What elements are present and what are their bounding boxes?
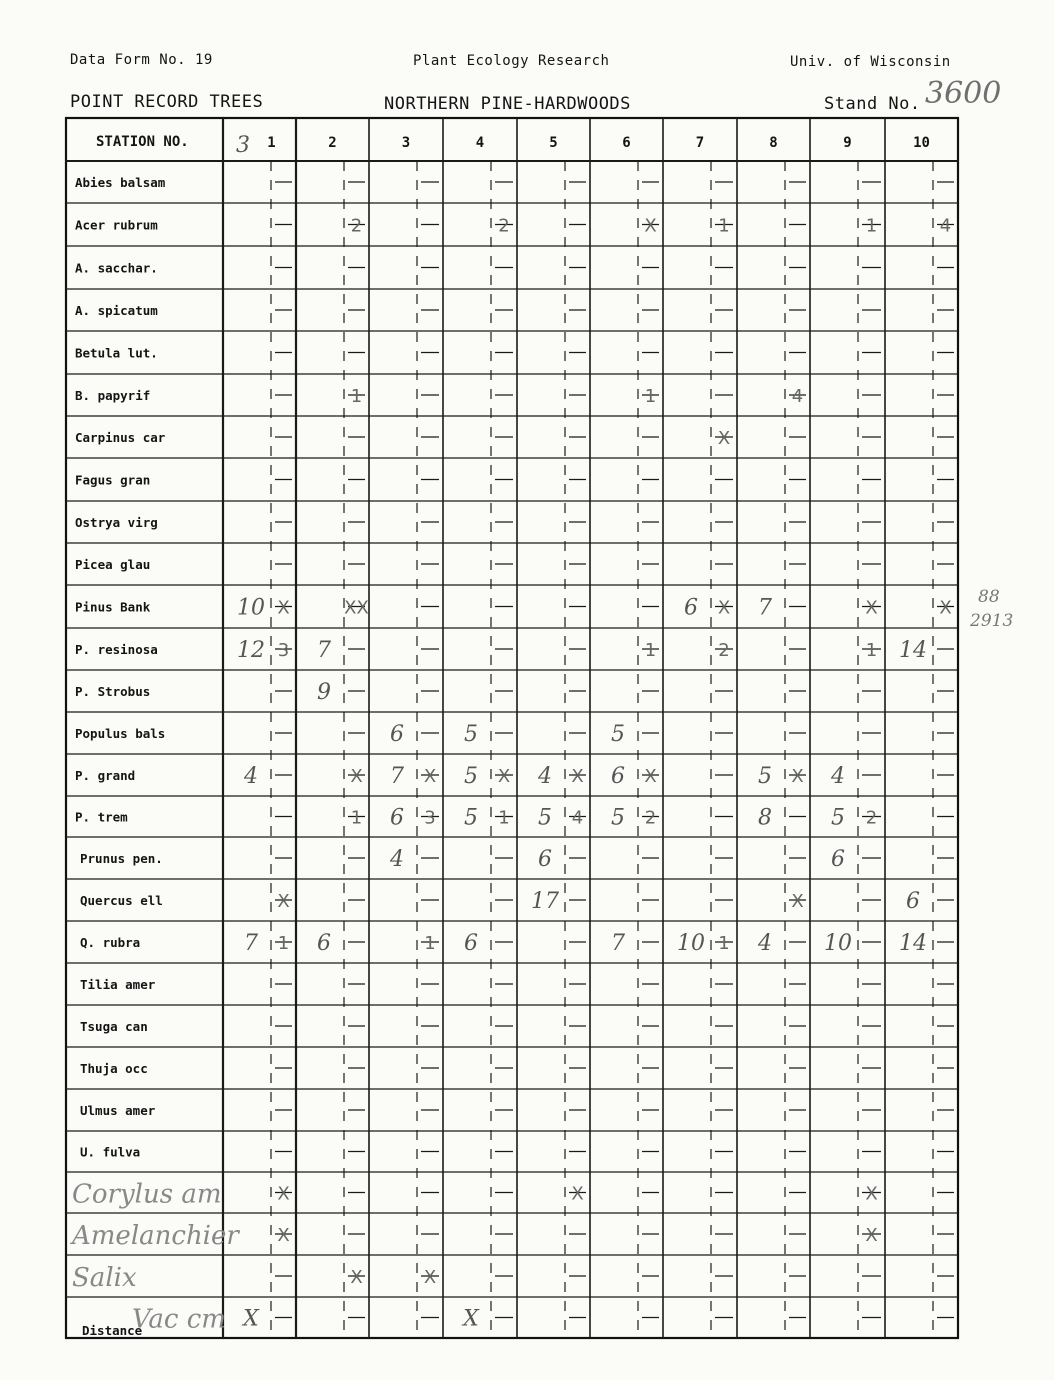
station-handwritten: 3: [236, 133, 250, 158]
entry-box-value: XX: [344, 597, 369, 619]
entry-main-value: 5: [464, 764, 478, 789]
station-number-5: 5: [549, 135, 558, 151]
species-label: Fagus gran: [75, 472, 151, 488]
entry-box-value: 1: [865, 640, 878, 661]
species-label: Acer rubrum: [75, 217, 158, 233]
entry-box-value: X: [571, 1183, 584, 1205]
entry-main-value: 6: [906, 889, 920, 914]
entry-main-value: 6: [390, 722, 404, 747]
species-label: P. trem: [75, 809, 128, 825]
entry-main-value: 4: [538, 764, 552, 789]
station-no-label: STATION NO.: [96, 134, 189, 150]
margin-note: 2913: [970, 611, 1014, 631]
margin-notes: [969, 587, 1013, 631]
entry-main-value: X: [243, 1306, 259, 1332]
entry-box-value: X: [717, 597, 731, 619]
entry-box-value: X: [644, 215, 657, 237]
entry-box-value: 1: [498, 807, 510, 829]
entry-main-value: 10: [824, 931, 852, 956]
entry-main-value: 6: [611, 764, 625, 789]
entry-box-value: 2: [718, 640, 730, 661]
form-number: Data Form No. 19: [70, 52, 213, 68]
entry-box-value: 3: [424, 807, 436, 829]
entry-main-value: 14: [899, 638, 927, 663]
table-grid: [66, 118, 958, 1338]
species-labels: [70, 133, 930, 1338]
entry-main-value: 7: [244, 931, 258, 956]
entry-box-value: X: [350, 1267, 363, 1288]
entry-main-value: 7: [390, 764, 404, 789]
species-label: Populus bals: [75, 726, 166, 741]
entry-main-value: 12: [237, 638, 265, 663]
entry-main-value: 4: [758, 931, 772, 956]
entry-main-value: 10: [677, 931, 705, 956]
entry-box-value: X: [865, 597, 878, 619]
entry-main-value: 17: [531, 889, 559, 914]
entry-main-value: 6: [317, 931, 331, 956]
table-border: [66, 118, 958, 1338]
entry-box-value: 1: [277, 933, 290, 954]
entry-box-value: X: [717, 428, 731, 449]
entry-main-value: 6: [464, 931, 478, 956]
handwritten-species: Corylus am: [72, 1179, 222, 1210]
entry-box-value: 2: [644, 807, 657, 829]
entry-box-value: 2: [498, 215, 510, 237]
stand-label: Stand No.: [824, 94, 921, 114]
entry-box-value: X: [865, 1225, 878, 1246]
species-label: Quercus ell: [80, 893, 163, 908]
entry-box-value: 4: [571, 807, 584, 829]
species-label: U. fulva: [80, 1144, 141, 1160]
species-label: P. grand: [75, 768, 136, 783]
entry-main-value: 5: [538, 805, 552, 831]
station-number-9: 9: [843, 135, 852, 151]
handwritten-species: Amelanchier: [72, 1221, 239, 1251]
entry-main-value: 5: [611, 722, 625, 747]
species-label: Tsuga can: [80, 1019, 148, 1034]
species-label: Pinus Bank: [75, 599, 151, 615]
entry-box-value: 4: [791, 386, 804, 407]
species-label: Betula lut.: [75, 345, 158, 361]
entry-main-value: 10: [237, 595, 265, 621]
margin-note: 88: [978, 587, 1000, 607]
entry-box-value: X: [865, 1183, 878, 1205]
entry-main-value: 4: [831, 764, 845, 789]
species-label: Thuja occ: [80, 1061, 148, 1076]
species-label: Ulmus amer: [80, 1103, 156, 1118]
entry-main-value: 5: [758, 764, 772, 789]
form-title: POINT RECORD TREES: [70, 92, 264, 112]
entry-main-value: 14: [899, 931, 927, 956]
organization: Univ. of Wisconsin: [790, 54, 951, 70]
entry-box-value: X: [277, 1225, 290, 1246]
entry-main-value: 5: [831, 805, 845, 831]
entry-box-value: 1: [718, 933, 730, 954]
entry-main-value: 7: [758, 595, 772, 621]
entry-box-value: X: [791, 891, 804, 912]
species-label: Picea glau: [75, 557, 151, 572]
stand-number: 3600: [925, 76, 1002, 111]
entry-box-value: X: [497, 766, 511, 787]
entry-box-value: X: [791, 766, 804, 787]
entry-main-value: 6: [831, 847, 845, 872]
entry-box-value: X: [423, 1267, 437, 1288]
entry-box-value: 1: [350, 807, 363, 829]
station-number-8: 8: [769, 135, 778, 151]
entry-box-value: 3: [277, 640, 290, 661]
entry-box-value: X: [939, 597, 952, 619]
entry-box-value: X: [277, 1183, 290, 1205]
species-label: P. Strobus: [75, 684, 151, 699]
species-label: Q. rubra: [80, 935, 141, 950]
form-subtitle: NORTHERN PINE-HARDWOODS: [384, 94, 631, 114]
station-number-6: 6: [622, 135, 631, 151]
entry-box-value: X: [277, 891, 290, 912]
entry-main-value: 4: [390, 847, 404, 872]
entry-box-value: 1: [424, 933, 436, 954]
entry-box-value: 4: [939, 215, 952, 237]
species-label: Abies balsam: [75, 175, 166, 190]
entry-box-value: X: [423, 766, 437, 787]
entry-main-value: 6: [684, 595, 698, 621]
entry-main-value: X: [463, 1306, 479, 1332]
entry-box-value: 1: [718, 215, 730, 237]
handwritten-species: Salix: [72, 1263, 137, 1293]
entry-main-value: 5: [464, 722, 478, 747]
species-label: Prunus pen.: [80, 851, 163, 866]
entry-main-value: 8: [758, 805, 772, 831]
species-label: P. resinosa: [75, 642, 158, 657]
entry-box-value: 1: [350, 386, 363, 407]
entry-box-value: 1: [644, 640, 657, 661]
entry-main-value: 4: [244, 764, 258, 789]
entry-box-value: 1: [865, 215, 878, 237]
station-number-7: 7: [695, 135, 705, 151]
station-number-1: 1: [267, 135, 276, 151]
entry-main-value: 5: [464, 805, 478, 831]
entry-main-value: 6: [538, 847, 552, 872]
entry-main-value: 7: [611, 931, 625, 956]
entry-main-value: 9: [317, 680, 331, 705]
species-label: A. spicatum: [75, 303, 158, 318]
entry-box-value: X: [644, 766, 657, 787]
species-label: Ostrya virg: [75, 515, 158, 530]
entry-main-value: 7: [317, 638, 331, 663]
entry-box-value: 2: [865, 807, 878, 829]
form-center-title: Plant Ecology Research: [413, 53, 610, 69]
station-number-2: 2: [328, 135, 337, 151]
entry-box-value: 1: [644, 386, 657, 407]
handwritten-species: Vac cm: [132, 1304, 226, 1335]
species-label: A. sacchar.: [75, 260, 158, 276]
species-label: Carpinus car: [75, 430, 166, 445]
entry-box-value: 2: [350, 215, 363, 237]
distance-label: Distance: [82, 1323, 143, 1338]
entry-main-value: 5: [611, 805, 625, 831]
entry-box-value: X: [350, 766, 363, 787]
species-label: Tilia amer: [80, 977, 156, 992]
entry-box-value: X: [571, 766, 584, 787]
station-number-3: 3: [401, 135, 411, 151]
station-number-4: 4: [475, 135, 485, 151]
entry-box-value: X: [277, 597, 290, 619]
species-label: B. papyrif: [75, 388, 151, 403]
entry-main-value: 6: [390, 805, 404, 831]
station-number-10: 10: [913, 135, 930, 151]
